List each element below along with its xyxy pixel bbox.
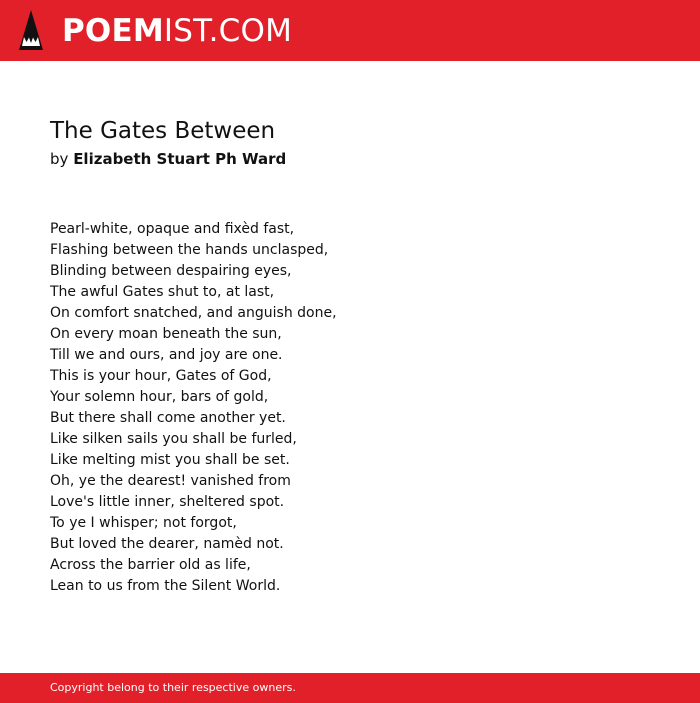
- author-name: Elizabeth Stuart Ph Ward: [73, 150, 287, 168]
- site-footer: [0, 673, 700, 703]
- logo-bold-text: POEM: [62, 13, 164, 49]
- byline: [50, 149, 286, 169]
- pencil-tip-icon: [18, 10, 44, 52]
- poem-line: Till we and ours, and joy are one.: [50, 347, 283, 363]
- poem-line: Your solemn hour, bars of gold,: [50, 389, 269, 405]
- copyright-notice: Copyright belong to their respective owners.: [50, 681, 296, 694]
- poem-line: But there shall come another yet.: [50, 410, 286, 426]
- poem-body: [50, 219, 337, 597]
- poem-line: Flashing between the hands unclasped,: [50, 242, 329, 258]
- poem-line: To ye I whisper; not forgot,: [50, 515, 237, 531]
- poem-line: On comfort snatched, and anguish done,: [50, 305, 337, 321]
- logo-light-text: IST.COM: [163, 13, 293, 49]
- poem-line: This is your hour, Gates of God,: [50, 368, 272, 384]
- poem-line: Like silken sails you shall be furled,: [50, 431, 297, 447]
- poem-line: Pearl-white, opaque and fixèd fast,: [50, 221, 295, 237]
- poem-line: Lean to us from the Silent World.: [50, 578, 281, 594]
- poem-line: Like melting mist you shall be set.: [50, 452, 290, 468]
- poem-title: The Gates Between: [50, 118, 276, 144]
- site-logo[interactable]: [62, 13, 292, 49]
- poem-line: But loved the dearer, namèd not.: [50, 536, 284, 552]
- site-header: [0, 0, 700, 61]
- poem-line: Oh, ye the dearest! vanished from: [50, 473, 291, 489]
- by-label: by: [50, 150, 69, 168]
- poem-line: Across the barrier old as life,: [50, 557, 251, 573]
- poem-line: Blinding between despairing eyes,: [50, 263, 292, 279]
- poem-line: The awful Gates shut to, at last,: [50, 284, 275, 300]
- poem-line: Love's little inner, sheltered spot.: [50, 494, 285, 510]
- poem-line: On every moan beneath the sun,: [50, 326, 282, 342]
